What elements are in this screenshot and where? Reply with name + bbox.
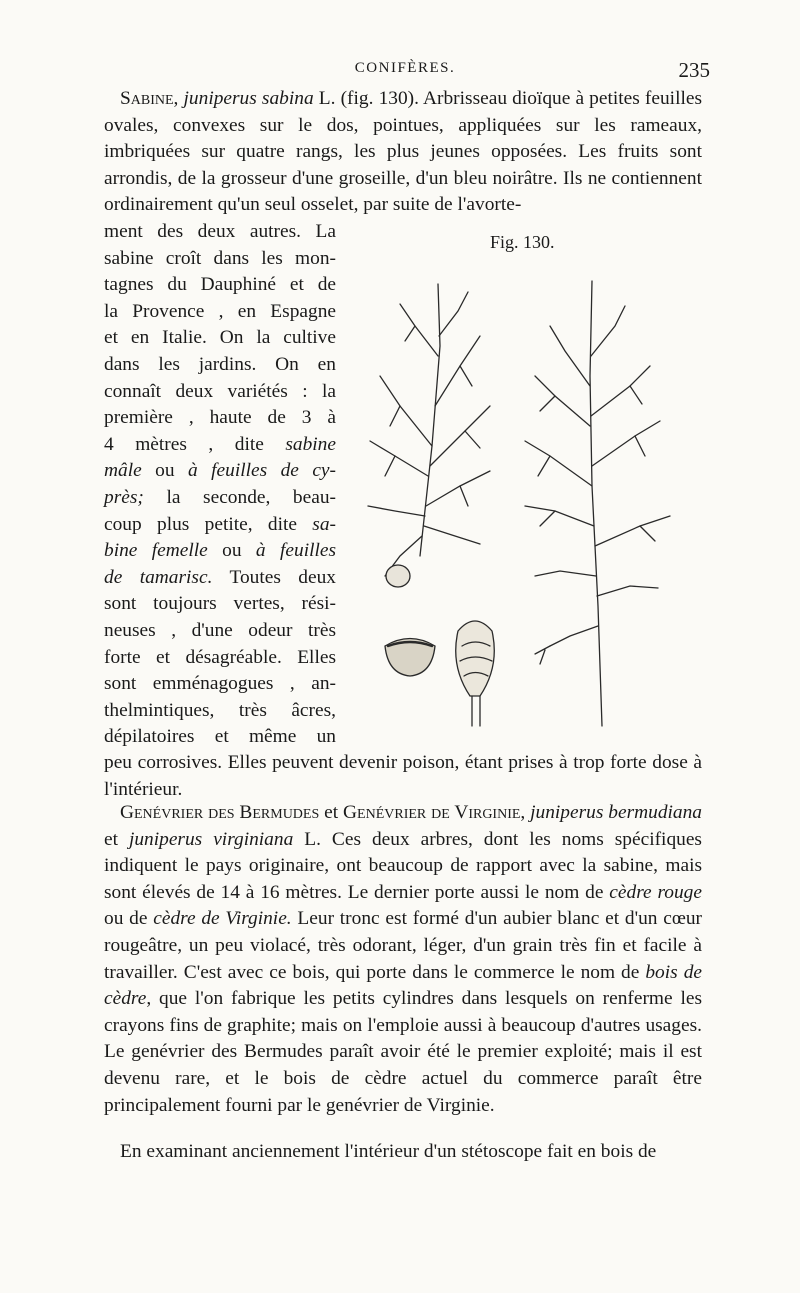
page-number: 235 bbox=[678, 58, 710, 82]
intro-text: L. (fig. 130). Arbrisseau dioïque à petites feuilles ovales, convexes sur le dos, pointues, appliquées sur les rameaux, imbriquées sur quatre rangs, les plus jeunes opposées. Les fruits sont arrondis, de la grosseur d'une groseille, d'un bleu noirâtre. Ils ne contiennent ordinairement qu'un seul osselet, par suite de l'avorte- bbox=[104, 88, 702, 216]
text-line: forte et désagréable. Elles bbox=[104, 646, 336, 668]
text-line: dans les jardins. On en bbox=[104, 353, 336, 375]
text-line: première , haute de 3 à bbox=[104, 407, 336, 429]
term-italic: sa- bbox=[312, 513, 336, 535]
text-segment: ou de bbox=[104, 908, 154, 930]
term-smallcaps: Genévrier des Bermudes bbox=[120, 802, 320, 823]
latin-name-sabina: juniperus sabina bbox=[183, 88, 314, 109]
latin-name: juniperus virginiana bbox=[128, 828, 294, 850]
text-line: thelmintiques, très âcres, bbox=[104, 699, 336, 721]
text-line: sont emménagogues , an- bbox=[104, 673, 336, 695]
text-line: tagnes du Dauphiné et de bbox=[104, 274, 336, 296]
text-segment: ou bbox=[141, 460, 188, 482]
text-line bbox=[104, 458, 336, 485]
figure-caption: Fig. 130. bbox=[490, 232, 555, 252]
text-segment: L. Ces deux arbres, dont les noms spécifiques indiquent le pays originaire, ont beaucoup de rapport avec la sabine, mais sont élevés de 14 à 16 mètres. Le dernier porte aussi le nom de bbox=[104, 828, 702, 903]
text-line bbox=[104, 538, 336, 565]
text-line bbox=[104, 432, 336, 459]
sabine-branch-left bbox=[368, 284, 490, 576]
term-italic: bine femelle bbox=[104, 540, 208, 562]
paragraph-genevriers bbox=[104, 800, 702, 1119]
text-line: et en Italie. On la cultive bbox=[104, 327, 336, 349]
text-line bbox=[104, 485, 336, 512]
page-header bbox=[100, 58, 710, 84]
text-line: sont toujours vertes, rési- bbox=[104, 593, 336, 615]
cone-bud-icon bbox=[456, 621, 495, 726]
text-segment: et bbox=[319, 802, 344, 823]
juniper-illustration bbox=[340, 226, 710, 746]
latin-name: juniperus bermudiana bbox=[525, 802, 702, 823]
text-segment: Toutes deux bbox=[212, 566, 336, 588]
text-segment: Leur tronc est formé d'un aubier blanc et d'un cœur rougeâtre, un peu violacé, très odorant, léger, d'un grain très fin et facile à travailler. C'est avec ce bois, qui porte dans le commerce le nom de bbox=[104, 908, 702, 983]
text-segment: ou bbox=[207, 540, 256, 562]
text-line: ment des deux autres. La bbox=[104, 221, 336, 242]
term-italic: bois de cèdre bbox=[104, 961, 702, 1010]
text-line: neuses , d'une odeur très bbox=[104, 619, 336, 641]
text-line: sabine croît dans les mon- bbox=[104, 247, 336, 269]
paragraph-sabine-end: peu corrosives. Elles peuvent devenir poison, étant prises à trop forte dose à l'intérieur. bbox=[104, 752, 702, 800]
figure-130 bbox=[340, 226, 710, 746]
text-segment: et bbox=[104, 828, 129, 850]
paragraph-sabine-intro bbox=[104, 86, 702, 219]
text-line bbox=[104, 512, 336, 539]
running-title: CONIFÈRES. bbox=[354, 60, 456, 76]
term-smallcaps: Genévrier de Virginie, bbox=[343, 802, 526, 823]
text-line: dépilatoires et même un bbox=[104, 726, 336, 748]
paragraph-stetoscope: En examinant anciennement l'intérieur d'un stétoscope fait en bois de bbox=[120, 1141, 657, 1162]
term-italic: sabine bbox=[285, 433, 336, 455]
term-sabine: Sabine, bbox=[120, 88, 179, 109]
text-line: connaît deux variétés : la bbox=[104, 380, 336, 402]
term-italic: cèdre rouge bbox=[609, 881, 702, 903]
text-segment: coup plus petite, dite bbox=[104, 513, 313, 535]
text-segment: 4 mètres , dite bbox=[104, 433, 286, 455]
term-italic: mâle bbox=[104, 460, 142, 482]
text-segment: , que l'on fabrique les petits cylindres dans lesquels on renferme les crayons fins de graphite; mais on l'emploie aussi à beaucoup d'autres usages. Le genévrier des Bermudes paraît avoir été le premier exploité; mais il est devenu rare, et le bois de cèdre actuel du commerce paraît être principalement fourni par le genévrier de Virginie. bbox=[104, 988, 702, 1116]
cut-berry-icon bbox=[385, 639, 435, 677]
berry-icon bbox=[386, 565, 410, 587]
term-italic: à feuilles bbox=[255, 540, 337, 562]
paragraph-sabine-wrapped bbox=[104, 219, 336, 751]
sabine-branch-right bbox=[525, 281, 670, 726]
term-italic: près; bbox=[104, 486, 144, 508]
text-line bbox=[104, 565, 336, 592]
term-italic: cèdre de Virginie. bbox=[153, 908, 292, 930]
term-italic: de tamarisc. bbox=[104, 566, 213, 588]
term-italic: à feuilles de cy- bbox=[187, 460, 336, 482]
text-line: la Provence , en Espagne bbox=[104, 300, 336, 322]
text-segment: la seconde, beau- bbox=[143, 486, 336, 508]
